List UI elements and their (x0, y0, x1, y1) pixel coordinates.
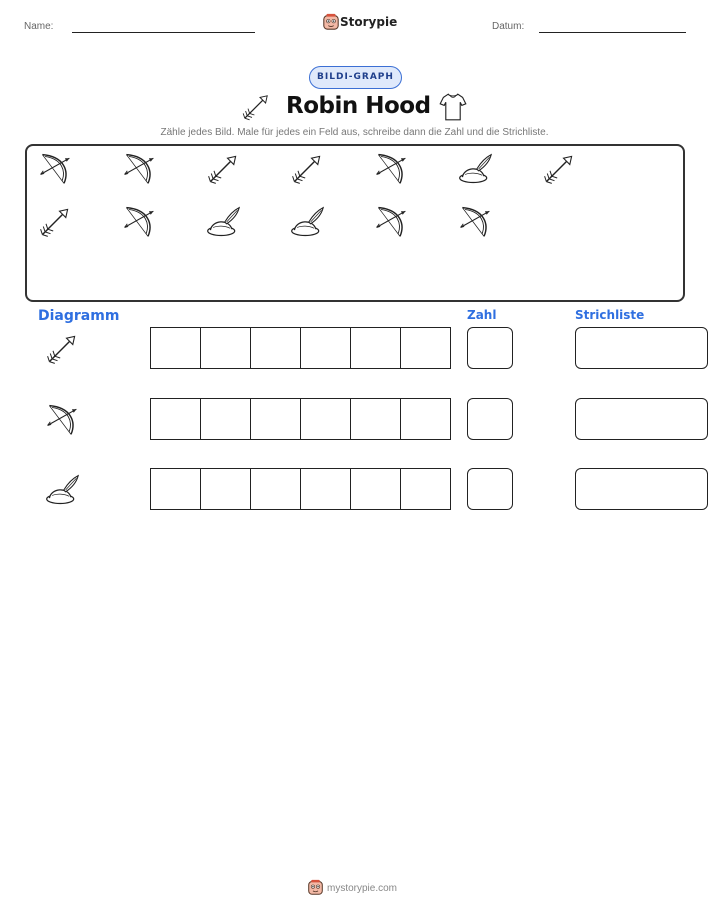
bow-icon (457, 204, 493, 240)
graph-cell[interactable] (350, 327, 401, 369)
graph-cell[interactable] (250, 327, 301, 369)
feathered-hat-icon (205, 204, 241, 240)
graph-cell[interactable] (200, 398, 251, 440)
graph-cell[interactable] (250, 398, 301, 440)
tunic-icon (437, 91, 469, 123)
footer-site: mystorypie.com (327, 883, 398, 894)
name-label: Name: (24, 21, 54, 32)
bow-icon (373, 151, 409, 187)
graph-cell[interactable] (300, 327, 351, 369)
feathered-hat-icon (457, 151, 493, 187)
arrow-icon (205, 151, 241, 187)
storypie-logo-icon (322, 13, 340, 31)
footer-logo-icon (307, 879, 324, 896)
arrow-icon (289, 151, 325, 187)
tally-box[interactable] (575, 468, 708, 510)
bow-icon (121, 151, 157, 187)
diagram-heading: Diagramm (38, 308, 120, 324)
tally-box[interactable] (575, 327, 708, 369)
graph-cell[interactable] (400, 398, 451, 440)
graph-cell[interactable] (150, 327, 201, 369)
feathered-hat-icon (44, 472, 80, 508)
feathered-hat-icon (289, 204, 325, 240)
name-field[interactable] (72, 32, 255, 33)
bow-icon (373, 204, 409, 240)
number-box[interactable] (467, 327, 513, 369)
tally-heading: Strichliste (575, 308, 645, 322)
arrow-icon (44, 331, 80, 367)
graph-cell[interactable] (350, 468, 401, 510)
worksheet-type-badge: BILDI-GRAPH (309, 66, 402, 89)
tally-box[interactable] (575, 398, 708, 440)
worksheet-title: Robin Hood (286, 93, 431, 119)
graph-cell[interactable] (200, 468, 251, 510)
arrow-icon (37, 204, 73, 240)
graph-cell[interactable] (400, 327, 451, 369)
bow-icon (44, 402, 80, 438)
graph-cell[interactable] (150, 398, 201, 440)
arrow-icon (541, 151, 577, 187)
number-box[interactable] (467, 468, 513, 510)
brand-name: Storypie (340, 15, 398, 29)
date-label: Datum: (492, 21, 525, 32)
date-field[interactable] (539, 32, 686, 33)
number-heading: Zahl (467, 308, 497, 322)
instructions: Zähle jedes Bild. Male für jedes ein Feld aus, schreibe dann die Zahl und die Strichliste. (160, 127, 549, 138)
number-box[interactable] (467, 398, 513, 440)
bow-icon (37, 151, 73, 187)
graph-cell[interactable] (150, 468, 201, 510)
title-arrow-icon (240, 91, 272, 123)
graph-cell[interactable] (250, 468, 301, 510)
graph-cell[interactable] (300, 398, 351, 440)
graph-cell[interactable] (400, 468, 451, 510)
graph-cell[interactable] (300, 468, 351, 510)
bow-icon (121, 204, 157, 240)
graph-cell[interactable] (350, 398, 401, 440)
graph-cell[interactable] (200, 327, 251, 369)
